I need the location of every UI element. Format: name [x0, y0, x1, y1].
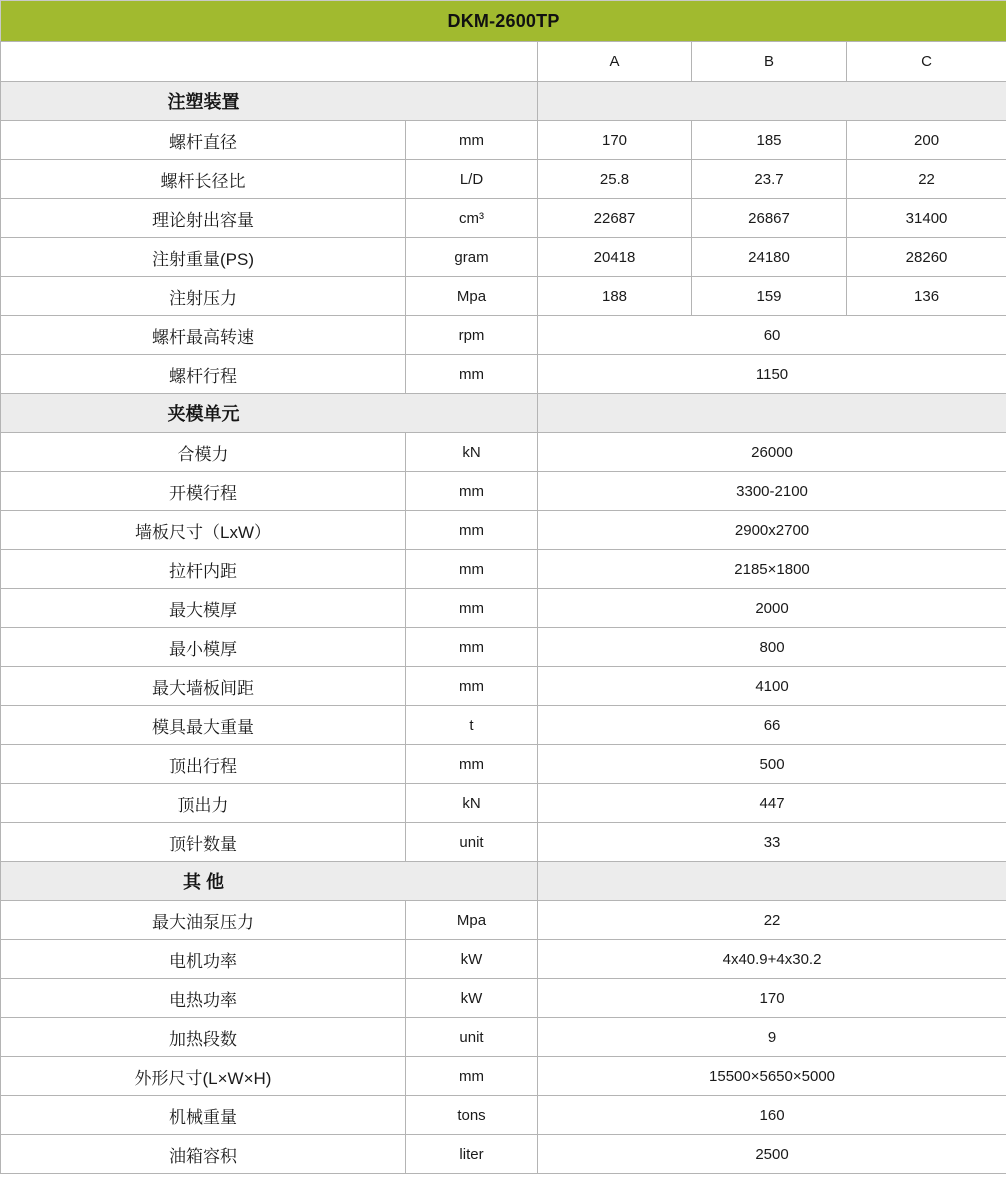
- spec-value: 2000: [538, 589, 1006, 628]
- spec-label: 螺杆长径比: [1, 160, 406, 199]
- spec-row: [1, 472, 1006, 511]
- spec-label: 螺杆直径: [1, 121, 406, 160]
- spec-label: 最大油泵压力: [1, 901, 406, 940]
- spec-unit: mm: [406, 589, 538, 628]
- spec-table-body: [1, 1, 1006, 1174]
- spec-label: 电机功率: [1, 940, 406, 979]
- spec-label: 开模行程: [1, 472, 406, 511]
- spec-value: 3300-2100: [538, 472, 1006, 511]
- spec-row: [1, 160, 1006, 199]
- spec-value: 4x40.9+4x30.2: [538, 940, 1006, 979]
- spec-row: [1, 1135, 1006, 1174]
- spec-value: 170: [538, 121, 692, 160]
- spec-unit: mm: [406, 550, 538, 589]
- spec-value: 23.7: [692, 160, 847, 199]
- spec-row: [1, 784, 1006, 823]
- section-title-cell: [1, 394, 538, 433]
- spec-unit: kW: [406, 979, 538, 1018]
- spec-value: 22: [847, 160, 1006, 199]
- spec-value: 2900x2700: [538, 511, 1006, 550]
- section-header-row: [1, 862, 1006, 901]
- spec-unit: liter: [406, 1135, 538, 1174]
- spec-value: 60: [538, 316, 1006, 355]
- spec-row: [1, 823, 1006, 862]
- spec-label: 理论射出容量: [1, 199, 406, 238]
- section-header-row: [1, 82, 1006, 121]
- section-title-cell: [1, 862, 538, 901]
- spec-label: 顶出力: [1, 784, 406, 823]
- column-header-c: C: [847, 42, 1006, 82]
- spec-label: 外形尺寸(L×W×H): [1, 1057, 406, 1096]
- spec-unit: kN: [406, 433, 538, 472]
- spec-row: [1, 940, 1006, 979]
- section-spacer-cell: [538, 82, 1006, 121]
- spec-unit: tons: [406, 1096, 538, 1135]
- variant-header-row: [1, 42, 1006, 82]
- spec-unit: mm: [406, 745, 538, 784]
- spec-row: [1, 511, 1006, 550]
- section-header-row: [1, 394, 1006, 433]
- spec-unit: mm: [406, 121, 538, 160]
- spec-value: 25.8: [538, 160, 692, 199]
- header-spacer-cell: [1, 42, 538, 82]
- spec-unit: mm: [406, 667, 538, 706]
- spec-row: [1, 589, 1006, 628]
- spec-unit: mm: [406, 1057, 538, 1096]
- spec-value: 28260: [847, 238, 1006, 277]
- spec-row: [1, 238, 1006, 277]
- spec-row: [1, 1057, 1006, 1096]
- spec-label: 顶出行程: [1, 745, 406, 784]
- spec-value: 20418: [538, 238, 692, 277]
- spec-value: 26867: [692, 199, 847, 238]
- spec-unit: unit: [406, 1018, 538, 1057]
- spec-value: 159: [692, 277, 847, 316]
- spec-label: 机械重量: [1, 1096, 406, 1135]
- spec-row: [1, 628, 1006, 667]
- column-header-a: A: [538, 42, 692, 82]
- spec-label: 合模力: [1, 433, 406, 472]
- spec-value: 185: [692, 121, 847, 160]
- spec-label: 顶针数量: [1, 823, 406, 862]
- spec-row: [1, 121, 1006, 160]
- section-title-cell: [1, 82, 538, 121]
- spec-unit: t: [406, 706, 538, 745]
- spec-value: 22: [538, 901, 1006, 940]
- spec-value: 31400: [847, 199, 1006, 238]
- column-header-b: B: [692, 42, 847, 82]
- spec-unit: Mpa: [406, 277, 538, 316]
- section-spacer-cell: [538, 862, 1006, 901]
- spec-value: 26000: [538, 433, 1006, 472]
- section-title: 其 他: [182, 872, 224, 892]
- spec-unit: L/D: [406, 160, 538, 199]
- spec-value: 4100: [538, 667, 1006, 706]
- spec-value: 9: [538, 1018, 1006, 1057]
- spec-value: 800: [538, 628, 1006, 667]
- section-title: 注塑装置: [167, 92, 240, 112]
- section-spacer-cell: [538, 394, 1006, 433]
- spec-unit: mm: [406, 511, 538, 550]
- spec-value: 188: [538, 277, 692, 316]
- spec-value: 24180: [692, 238, 847, 277]
- spec-row: [1, 979, 1006, 1018]
- spec-label: 螺杆行程: [1, 355, 406, 394]
- spec-value: 22687: [538, 199, 692, 238]
- spec-label: 拉杆内距: [1, 550, 406, 589]
- spec-value: 447: [538, 784, 1006, 823]
- spec-unit: mm: [406, 628, 538, 667]
- spec-unit: mm: [406, 472, 538, 511]
- spec-row: [1, 550, 1006, 589]
- spec-label: 注射重量(PS): [1, 238, 406, 277]
- spec-value: 2500: [538, 1135, 1006, 1174]
- spec-value: 136: [847, 277, 1006, 316]
- spec-row: [1, 199, 1006, 238]
- spec-row: [1, 745, 1006, 784]
- spec-label: 墙板尺寸（LxW）: [1, 511, 406, 550]
- spec-row: [1, 706, 1006, 745]
- spec-value: 500: [538, 745, 1006, 784]
- spec-label: 螺杆最高转速: [1, 316, 406, 355]
- section-title: 夹模单元: [167, 404, 240, 424]
- spec-label: 模具最大重量: [1, 706, 406, 745]
- spec-row: [1, 277, 1006, 316]
- spec-unit: cm³: [406, 199, 538, 238]
- spec-label: 最大墙板间距: [1, 667, 406, 706]
- spec-value: 170: [538, 979, 1006, 1018]
- spec-row: [1, 901, 1006, 940]
- spec-row: [1, 316, 1006, 355]
- spec-row: [1, 1018, 1006, 1057]
- spec-unit: Mpa: [406, 901, 538, 940]
- spec-unit: mm: [406, 355, 538, 394]
- spec-unit: kW: [406, 940, 538, 979]
- spec-row: [1, 667, 1006, 706]
- spec-value: 1150: [538, 355, 1006, 394]
- spec-unit: kN: [406, 784, 538, 823]
- spec-unit: rpm: [406, 316, 538, 355]
- spec-value: 200: [847, 121, 1006, 160]
- spec-label: 油箱容积: [1, 1135, 406, 1174]
- spec-row: [1, 433, 1006, 472]
- spec-row: [1, 1096, 1006, 1135]
- spec-unit: unit: [406, 823, 538, 862]
- title-row: [1, 1, 1006, 42]
- spec-label: 加热段数: [1, 1018, 406, 1057]
- spec-row: [1, 355, 1006, 394]
- spec-value: 33: [538, 823, 1006, 862]
- spec-label: 注射压力: [1, 277, 406, 316]
- spec-label: 最大模厚: [1, 589, 406, 628]
- spec-value: 15500×5650×5000: [538, 1057, 1006, 1096]
- spec-unit: gram: [406, 238, 538, 277]
- spec-value: 160: [538, 1096, 1006, 1135]
- spec-label: 电热功率: [1, 979, 406, 1018]
- spec-label: 最小模厚: [1, 628, 406, 667]
- spec-value: 2185×1800: [538, 550, 1006, 589]
- model-title: DKM-2600TP: [1, 1, 1006, 42]
- spec-value: 66: [538, 706, 1006, 745]
